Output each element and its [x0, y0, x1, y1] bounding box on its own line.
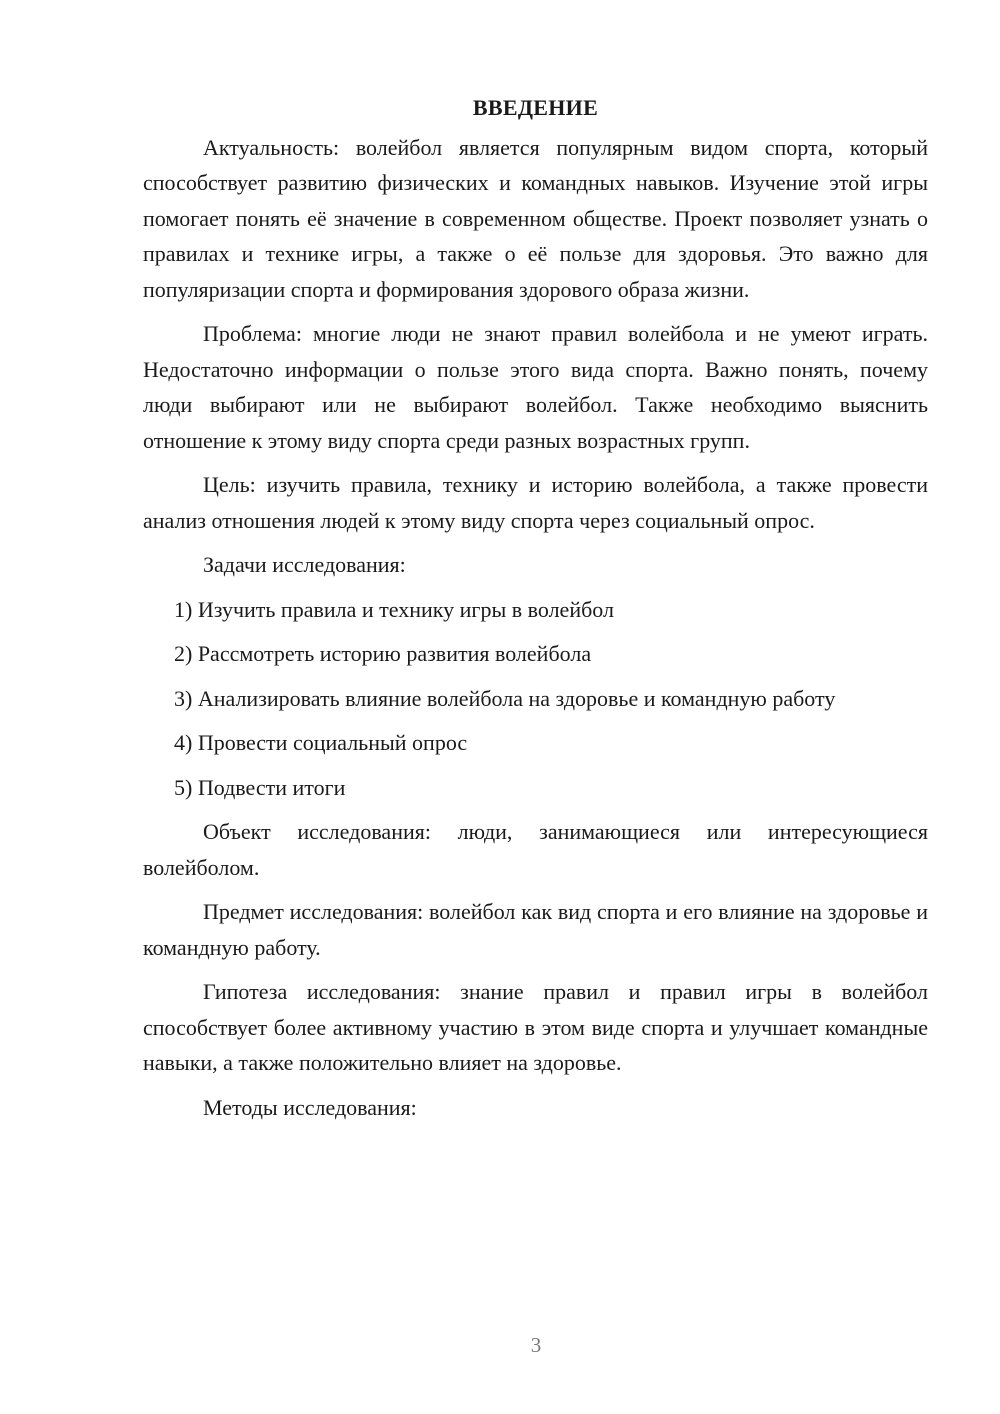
paragraph-relevance: Актуальность: волейбол является популярным видом спорта, который способствует развитию физических и командных навыков. Изучение этой игры помогает понять её значение в современном обществе. Проект позволяет узнать о правилах и технике игры, а также о её пользе для здоровья. Это важно для популяризации спорта и формирования здорового образа жизни.	[143, 134, 928, 302]
paragraph-hypothesis: Гипотеза исследования: знание правил и правил игры в волейбол способствует более активному участию в этом виде спорта и улучшает командные навыки, а также положительно влияет на здоровье.	[143, 979, 928, 1075]
paragraph-problem: Проблема: многие люди не знают правил волейбола и не умеют играть. Недостаточно информации о пользе этого вида спорта. Важно понять, почему люди выбирают или не выбирают волейбол. Также необходимо выяснить отношение к этому виду спорта среди разных возрастных групп.	[143, 321, 928, 453]
task-item-2: 2) Рассмотреть историю развития волейбола	[174, 641, 592, 666]
paragraph-object: Объект исследования: люди, занимающиеся или интересующиеся волейболом.	[143, 819, 928, 880]
section-heading: ВВЕДЕНИЕ	[472, 95, 599, 120]
task-item-1: 1) Изучить правила и технику игры в волейбол	[174, 596, 614, 622]
paragraph-subject: Предмет исследования: волейбол как вид спорта и его влияние на здоровье и командную работу.	[143, 899, 928, 960]
paragraph-tasks-intro: Задачи исследования:	[203, 552, 406, 577]
task-item-4: 4) Провести социальный опрос	[174, 730, 468, 755]
paragraph-goal: Цель: изучить правила, технику и историю волейбола, а также провести анализ отношения людей к этому виду спорта через социальный опрос.	[143, 472, 928, 533]
page-content	[143, 90, 928, 1134]
task-item-3: 3) Анализировать влияние волейбола на здоровье и командную работу	[174, 685, 836, 711]
paragraph-methods: Методы исследования:	[203, 1094, 417, 1120]
page-number: 3	[530, 1333, 542, 1357]
task-item-5: 5) Подвести итоги	[174, 774, 346, 800]
